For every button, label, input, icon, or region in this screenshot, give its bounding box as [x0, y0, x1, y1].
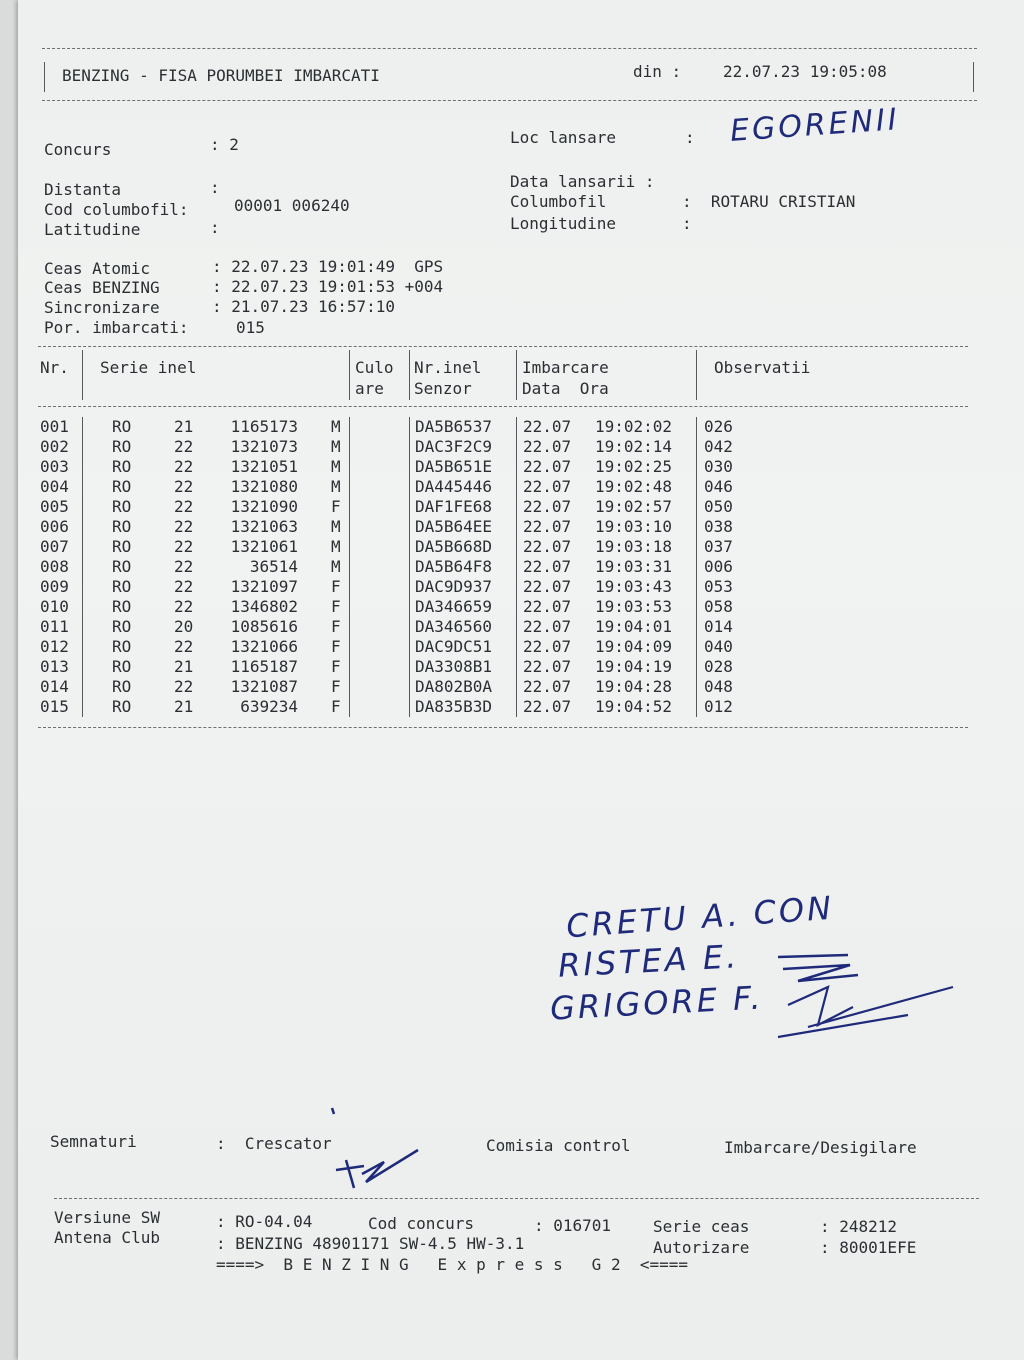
cell-year: 22 — [174, 597, 194, 616]
cell-sensor: DA346659 — [415, 597, 493, 616]
cell-time: 19:02:02 — [595, 417, 673, 436]
table-row — [18, 557, 1008, 577]
cell-country: RO — [112, 677, 132, 696]
th-nrinel-2: Senzor — [414, 379, 472, 398]
cell-observatii: 006 — [704, 557, 733, 576]
cell-year: 22 — [174, 577, 194, 596]
sincronizare-label: Sincronizare — [44, 298, 160, 317]
cell-observatii: 048 — [704, 677, 733, 696]
cell-nr: 001 — [40, 417, 69, 436]
cell-observatii: 030 — [704, 457, 733, 476]
cell-date: 22.07 — [523, 657, 572, 676]
th-nrinel-1: Nr.inel — [414, 358, 482, 377]
cell-observatii: 058 — [704, 597, 733, 616]
data-lansarii-label: Data lansarii : — [510, 172, 655, 191]
cell-date: 22.07 — [523, 477, 572, 496]
cell-sensor: DA5B6537 — [415, 417, 493, 436]
imbarcare-desigilare-label: Imbarcare/Desigilare — [724, 1138, 917, 1157]
col-divider-nr — [82, 350, 83, 400]
cell-time: 19:03:10 — [595, 517, 673, 536]
autorizare-label: Autorizare — [653, 1238, 750, 1257]
benzing-express-banner: ====> B E N Z I N G E x p r e s s G 2 <==== — [216, 1255, 689, 1274]
cell-time: 19:04:28 — [595, 677, 673, 696]
comisia-control-label: Comisia control — [486, 1136, 631, 1155]
din-label: din : — [633, 62, 682, 81]
cell-ring-number: 1165173 — [230, 417, 298, 436]
cell-observatii: 037 — [704, 537, 733, 556]
cell-country: RO — [112, 417, 132, 436]
longitudine-colon: : — [682, 214, 692, 233]
cell-date: 22.07 — [523, 677, 572, 696]
table-row — [18, 637, 1008, 657]
cell-sensor: DA5B651E — [415, 457, 493, 476]
cell-country: RO — [112, 497, 132, 516]
th-observatii: Observatii — [714, 358, 811, 377]
cell-sex: M — [331, 517, 341, 536]
th-culoare-2: are — [355, 379, 384, 398]
cell-observatii: 012 — [704, 697, 733, 716]
cell-sex: F — [331, 597, 341, 616]
cell-time: 19:04:19 — [595, 657, 673, 676]
cell-nr: 012 — [40, 637, 69, 656]
cell-year: 22 — [174, 677, 194, 696]
cell-ring-number: 1165187 — [230, 657, 298, 676]
cell-nr: 010 — [40, 597, 69, 616]
versiune-value: : RO-04.04 — [216, 1212, 313, 1231]
cell-date: 22.07 — [523, 617, 572, 636]
cell-year: 21 — [174, 697, 194, 716]
columbofil-name: : ROTARU CRISTIAN — [682, 192, 856, 211]
cell-ring-number: 36514 — [249, 557, 298, 576]
antena-club-value: : BENZING 48901171 SW-4.5 HW-3.1 — [216, 1234, 525, 1253]
ceas-atomic-value: : 22.07.23 19:01:49 GPS — [212, 257, 444, 276]
cell-ring-number: 1321090 — [230, 497, 298, 516]
cell-time: 19:04:09 — [595, 637, 673, 656]
cell-sex: M — [331, 537, 341, 556]
table-row — [18, 477, 1008, 497]
cell-sex: M — [331, 477, 341, 496]
cell-year: 20 — [174, 617, 194, 636]
cell-date: 22.07 — [523, 497, 572, 516]
cell-date: 22.07 — [523, 637, 572, 656]
cell-year: 21 — [174, 417, 194, 436]
cell-ring-number: 1321066 — [230, 637, 298, 656]
table-header-rule — [38, 406, 968, 407]
cell-ring-number: 1321073 — [230, 437, 298, 456]
table-row — [18, 497, 1008, 517]
cell-year: 22 — [174, 557, 194, 576]
cell-country: RO — [112, 617, 132, 636]
cell-year: 22 — [174, 517, 194, 536]
table-row — [18, 597, 1008, 617]
cell-time: 19:03:31 — [595, 557, 673, 576]
table-row — [18, 577, 1008, 597]
cell-nr: 007 — [40, 537, 69, 556]
cell-observatii: 046 — [704, 477, 733, 496]
cell-time: 19:03:43 — [595, 577, 673, 596]
cell-ring-number: 1321080 — [230, 477, 298, 496]
cell-sex: M — [331, 557, 341, 576]
cell-ring-number: 1321097 — [230, 577, 298, 596]
table-row — [18, 457, 1008, 477]
antena-club-label: Antena Club — [54, 1228, 160, 1247]
cell-sensor: DA835B3D — [415, 697, 493, 716]
cell-sex: M — [331, 417, 341, 436]
cell-sex: F — [331, 657, 341, 676]
loc-lansare-handwritten: EGORENII — [728, 102, 901, 149]
header-top-rule — [42, 48, 977, 49]
table-bottom-rule — [38, 727, 968, 728]
cell-date: 22.07 — [523, 417, 572, 436]
table-row — [18, 537, 1008, 557]
distanta-label: Distanta — [44, 180, 122, 199]
cell-sensor: DA5B64EE — [415, 517, 493, 536]
table-row — [18, 677, 1008, 697]
table-row — [18, 617, 1008, 637]
pigeon-table-body — [18, 417, 1008, 719]
cell-ring-number: 1321051 — [230, 457, 298, 476]
print-datetime: 22.07.23 19:05:08 — [723, 62, 887, 81]
cell-year: 21 — [174, 657, 194, 676]
cell-year: 22 — [174, 497, 194, 516]
crescator-signature-mark — [326, 1100, 436, 1195]
handwritten-signature-2: RISTEA E. — [557, 937, 741, 985]
cell-year: 22 — [174, 637, 194, 656]
cell-ring-number: 1321063 — [230, 517, 298, 536]
sincronizare-value: : 21.07.23 16:57:10 — [212, 297, 396, 316]
por-imbarcati-value: 015 — [236, 318, 265, 337]
col-divider-senzor — [516, 350, 517, 400]
col-divider-imbarcare — [696, 350, 697, 400]
cell-ring-number: 639234 — [240, 697, 298, 716]
cell-time: 19:02:48 — [595, 477, 673, 496]
cell-nr: 005 — [40, 497, 69, 516]
cell-date: 22.07 — [523, 437, 572, 456]
autorizare-value: : 80001EFE — [820, 1238, 917, 1257]
cell-observatii: 014 — [704, 617, 733, 636]
concurs-value: : 2 — [210, 135, 239, 154]
cell-sensor: DAC3F2C9 — [415, 437, 493, 456]
header-bottom-rule — [42, 100, 977, 101]
cell-ring-number: 1321087 — [230, 677, 298, 696]
cell-observatii: 053 — [704, 577, 733, 596]
col-divider-serie — [349, 350, 350, 400]
cell-country: RO — [112, 437, 132, 456]
cell-nr: 011 — [40, 617, 69, 636]
cell-country: RO — [112, 557, 132, 576]
cell-sensor: DA5B668D — [415, 537, 493, 556]
cell-sensor: DA445446 — [415, 477, 493, 496]
cell-time: 19:02:57 — [595, 497, 673, 516]
latitudine-colon: : — [210, 218, 220, 237]
th-nr: Nr. — [40, 358, 69, 377]
cell-date: 22.07 — [523, 597, 572, 616]
signature-scribbles — [738, 935, 968, 1045]
cell-sex: F — [331, 577, 341, 596]
cell-nr: 014 — [40, 677, 69, 696]
cell-sensor: DA5B64F8 — [415, 557, 493, 576]
cell-observatii: 026 — [704, 417, 733, 436]
cell-country: RO — [112, 597, 132, 616]
loc-lansare-label: Loc lansare — [510, 128, 616, 147]
cell-ring-number: 1321061 — [230, 537, 298, 556]
cell-observatii: 038 — [704, 517, 733, 536]
cell-sensor: DA346560 — [415, 617, 493, 636]
cell-nr: 015 — [40, 697, 69, 716]
cell-date: 22.07 — [523, 517, 572, 536]
cell-nr: 008 — [40, 557, 69, 576]
cell-sensor: DAC9D937 — [415, 577, 493, 596]
cell-nr: 009 — [40, 577, 69, 596]
columbofil-label: Columbofil — [510, 192, 607, 211]
cell-time: 19:02:25 — [595, 457, 673, 476]
cell-time: 19:02:14 — [595, 437, 673, 456]
table-row — [18, 697, 1008, 717]
cell-year: 22 — [174, 437, 194, 456]
ceas-benzing-label: Ceas BENZING — [44, 278, 160, 297]
cell-nr: 004 — [40, 477, 69, 496]
cell-sex: M — [331, 457, 341, 476]
semnaturi-label: Semnaturi — [50, 1132, 137, 1151]
longitudine-label: Longitudine — [510, 214, 616, 233]
cell-year: 22 — [174, 537, 194, 556]
page-title: BENZING - FISA PORUMBEI IMBARCATI — [62, 66, 380, 85]
cell-country: RO — [112, 697, 132, 716]
cell-date: 22.07 — [523, 697, 572, 716]
cell-year: 22 — [174, 477, 194, 496]
cell-observatii: 028 — [704, 657, 733, 676]
cell-time: 19:04:01 — [595, 617, 673, 636]
printed-sheet — [18, 0, 1024, 1360]
cell-sensor: DA802B0A — [415, 677, 493, 696]
cell-country: RO — [112, 457, 132, 476]
cell-nr: 006 — [40, 517, 69, 536]
th-imbarcare-2: Data Ora — [522, 379, 609, 398]
cell-sex: F — [331, 677, 341, 696]
cell-sex: F — [331, 697, 341, 716]
cell-observatii: 050 — [704, 497, 733, 516]
table-top-rule — [38, 346, 968, 347]
cell-country: RO — [112, 637, 132, 656]
latitudine-label: Latitudine — [44, 220, 141, 239]
handwritten-signature-3: GRIGORE F. — [549, 978, 765, 1028]
cell-country: RO — [112, 537, 132, 556]
table-row — [18, 657, 1008, 677]
cell-country: RO — [112, 657, 132, 676]
cell-country: RO — [112, 517, 132, 536]
th-serie-inel: Serie inel — [100, 358, 197, 377]
cell-time: 19:04:52 — [595, 697, 673, 716]
handwritten-signature-1: CRETU A. CON — [565, 888, 836, 946]
cell-date: 22.07 — [523, 457, 572, 476]
cod-columbofil-label: Cod columbofil: — [44, 200, 189, 219]
col-divider-culoare — [409, 350, 410, 400]
cell-ring-number: 1085616 — [230, 617, 298, 636]
cell-year: 22 — [174, 457, 194, 476]
cell-sensor: DA3308B1 — [415, 657, 493, 676]
cell-ring-number: 1346802 — [230, 597, 298, 616]
table-row — [18, 417, 1008, 437]
cell-sensor: DAC9DC51 — [415, 637, 493, 656]
distanta-colon: : — [210, 178, 220, 197]
cell-date: 22.07 — [523, 537, 572, 556]
serie-ceas-label: Serie ceas — [653, 1217, 750, 1236]
cell-nr: 002 — [40, 437, 69, 456]
cell-nr: 003 — [40, 457, 69, 476]
concurs-label: Concurs — [44, 140, 112, 159]
header-left-bar — [44, 62, 45, 92]
footer-rule — [54, 1198, 979, 1199]
cell-nr: 013 — [40, 657, 69, 676]
por-imbarcati-label: Por. imbarcati: — [44, 318, 189, 337]
cell-date: 22.07 — [523, 577, 572, 596]
cod-concurs-value: : 016701 — [534, 1216, 612, 1235]
loc-lansare-colon: : — [685, 128, 695, 147]
cell-sensor: DAF1FE68 — [415, 497, 493, 516]
th-culoare-1: Culo — [355, 358, 394, 377]
cell-time: 19:03:18 — [595, 537, 673, 556]
cell-sex: F — [331, 617, 341, 636]
cell-observatii: 040 — [704, 637, 733, 656]
cell-sex: F — [331, 637, 341, 656]
cell-observatii: 042 — [704, 437, 733, 456]
semnaturi-crescator: : Crescator — [216, 1134, 332, 1153]
cell-time: 19:03:53 — [595, 597, 673, 616]
ceas-atomic-label: Ceas Atomic — [44, 259, 150, 278]
cell-sex: M — [331, 437, 341, 456]
cod-concurs-label: Cod concurs — [368, 1214, 474, 1233]
header-right-bar — [973, 62, 974, 92]
serie-ceas-value: : 248212 — [820, 1217, 898, 1236]
cod-columbofil-value: 00001 006240 — [234, 196, 350, 215]
cell-country: RO — [112, 477, 132, 496]
ceas-benzing-value: : 22.07.23 19:01:53 +004 — [212, 277, 444, 296]
table-row — [18, 517, 1008, 537]
cell-sex: F — [331, 497, 341, 516]
cell-date: 22.07 — [523, 557, 572, 576]
table-row — [18, 437, 1008, 457]
th-imbarcare-1: Imbarcare — [522, 358, 609, 377]
cell-country: RO — [112, 577, 132, 596]
versiune-label: Versiune SW — [54, 1208, 160, 1227]
